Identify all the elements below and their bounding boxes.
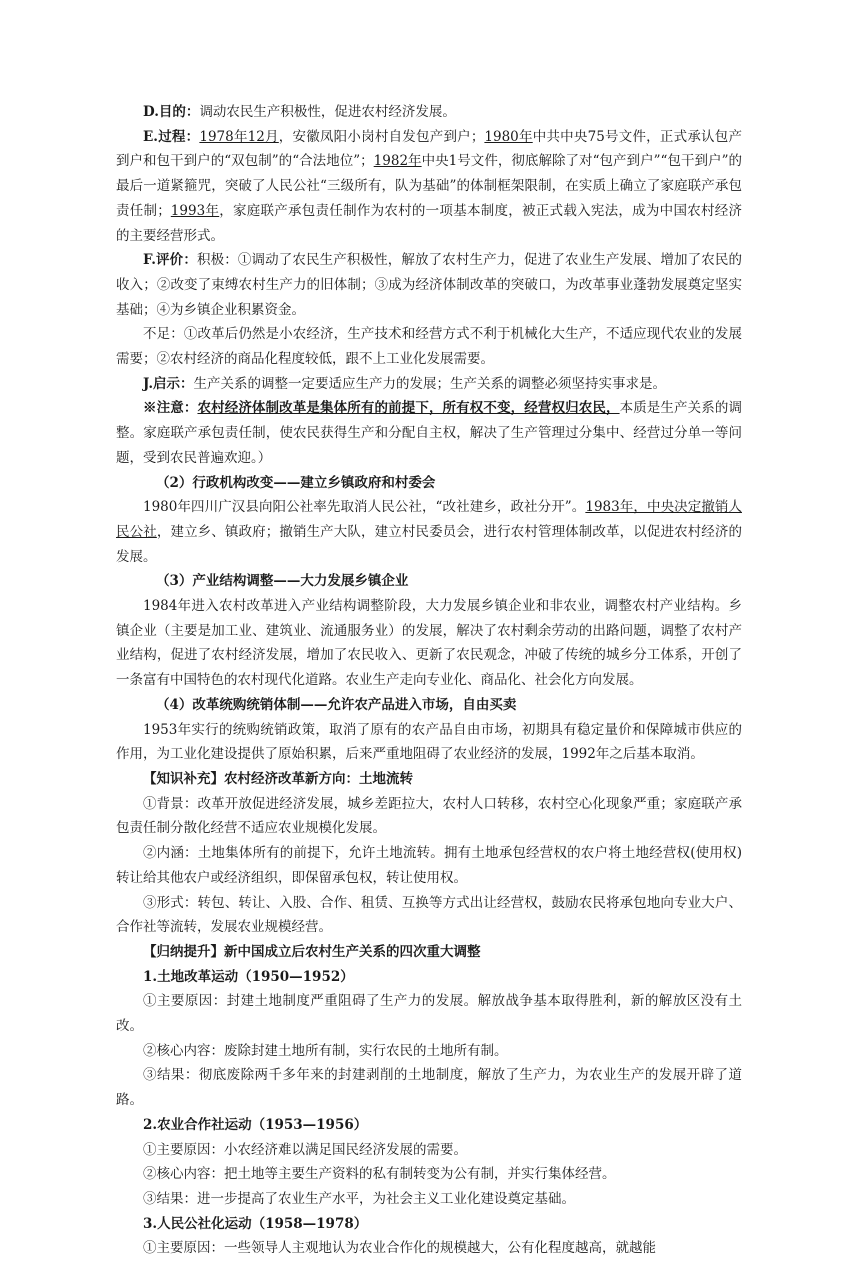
- section-4-paragraph: 1953年实行的统购统销政策，取消了原有的农产品自由市场，初期具有稳定量价和保障城市供应的作用，为工业化建设提供了原始积累，后来严重地阻碍了农业经济的发展，1992年之后基本取消。: [116, 721, 742, 763]
- summary-heading: 【归纳提升】新中国成立后农村生产关系的四次重大调整: [143, 943, 481, 960]
- process-paragraph: [116, 125, 742, 249]
- process-text-2: 中共中央75号文件，正式承认包产到户和包干到户的“双包制”的“合法地位”；: [116, 128, 742, 170]
- process-text-1: ，安徽凤阳小岗村自发包产到户；: [278, 128, 485, 145]
- section-3-paragraph: 1984年进入农村改革进入产业结构调整阶段，大力发展乡镇企业和非农业，调整农村产业结构。乡镇企业（主要是加工业、建筑业、流通服务业）的发展，解决了农村剩余劳动的出路问题，调整了农村产业结构，促进了农村经济发展，增加了农民收入、更新了农民观念，冲破了传统的城乡分工体系，开创了一条富有中国特色的农村现代化道路。农业生产走向专业化、商品化、社会化方向发展。: [116, 598, 742, 689]
- movement-3-title: 3.人民公社化运动（1958—1978）: [143, 1215, 368, 1232]
- date-1982: 1982年: [373, 153, 422, 170]
- movement-1-item: ②核心内容：废除封建土地所有制，实行农民的土地所有制。: [143, 1042, 508, 1059]
- purpose-paragraph: [116, 100, 742, 125]
- section-2-paragraph: [116, 495, 742, 569]
- note-text: 本质是生产关系的调整。家庭联产承包责任制，使农民获得生产和分配自主权，解决了生产管理过分集中、经营过分单一等问题，受到农民普遍欢迎。）: [116, 400, 743, 466]
- note-emphasis: 农村经济体制改革是集体所有的前提下，所有权不变，经营权归农民，: [197, 400, 620, 417]
- process-text-4: ，家庭联产承包责任制作为农村的一项基本制度，被正式载入宪法，成为中国农村经济的主要经营形式。: [116, 202, 743, 244]
- movement-3-item: ①主要原因：一些领导人主观地认为农业合作化的规模越大，公有化程度越高，就越能: [143, 1240, 656, 1257]
- date-1993: 1993年: [170, 202, 220, 219]
- section-4-heading: （4）改革统购统销体制——允许农产品进入市场，自由买卖: [156, 696, 517, 713]
- supplement-item: ③形式：转包、转让、入股、合作、租赁、互换等方式出让经营权，鼓励农民将承包地向专业大户、合作社等流转，发展农业规模经营。: [116, 894, 742, 936]
- movement-1-item: ③结果：彻底废除两千多年来的封建剥削的土地制度，解放了生产力，为农业生产的发展开辟了道路。: [116, 1067, 742, 1109]
- section-2-text-1: 1980年四川广汉县向阳公社率先取消人民公社，“改社建乡，政社分开”。: [143, 499, 586, 516]
- insight-text: 生产关系的调整一定要适应生产力的发展；生产关系的调整必须坚持实事求是。: [193, 375, 667, 392]
- movement-2-item: ②核心内容：把土地等主要生产资料的私有制转变为公有制，并实行集体经营。: [143, 1166, 616, 1183]
- movement-2-title: 2.农业合作社运动（1953—1956）: [143, 1116, 368, 1133]
- supplement-item: ①背景：改革开放促进经济发展，城乡差距拉大，农村人口转移，农村空心化现象严重；家庭联产承包责任制分散化经营不适应农业规模化发展。: [116, 795, 742, 837]
- shortage-paragraph: 不足：①改革后仍然是小农经济，生产技术和经营方式不利于机械化大生产，不适应现代农业的发展需要；②农村经济的商品化程度较低，跟不上工业化发展需要。: [116, 326, 742, 368]
- section-2-text-2: ，建立乡、镇政府；撤销生产大队，建立村民委员会，进行农村管理体制改革，以促进农村经济的发展。: [116, 523, 743, 565]
- supplement-item: ②内涵：土地集体所有的前提下，允许土地流转。拥有土地承包经营权的农户将土地经营权(使用权)转让给其他农户或经济组织，即保留承包权，转让使用权。: [116, 845, 742, 886]
- section-3-heading: （3）产业结构调整——大力发展乡镇企业: [156, 573, 409, 590]
- purpose-label: D.目的：: [143, 104, 200, 120]
- section-2-underline: 1983年，中央决定撤销人民公社: [116, 499, 742, 540]
- evaluation-paragraph: [116, 248, 742, 322]
- section-2-heading: （2）行政机构改变——建立乡镇政府和村委会: [156, 474, 436, 491]
- movement-1-title: 1.土地改革运动（1950—1952）: [143, 968, 354, 985]
- date-1980: 1980年: [484, 128, 533, 145]
- process-text-3: 中央1号文件，彻底解除了对“包产到户”“包干到户”的最后一道紧箍咒，突破了人民公社“三级所有，队为基础”的体制框架限制，在实质上确立了家庭联产承包责任制；: [116, 153, 742, 219]
- insight-label: J.启示：: [143, 375, 194, 392]
- evaluation-label: F.评价：: [143, 252, 197, 269]
- movement-2-item: ③结果：进一步提高了农业生产水平，为社会主义工业化建设奠定基础。: [143, 1190, 575, 1207]
- supplement-heading: 【知识补充】农村经济改革新方向：土地流转: [143, 770, 413, 787]
- document-body: [116, 100, 742, 1261]
- movement-2-item: ①主要原因：小农经济难以满足国民经济发展的需要。: [143, 1141, 467, 1158]
- evaluation-text: 积极：①调动了农民生产积极性，解放了农村生产力，促进了农业生产发展、增加了农民的收入；②改变了束缚农村生产力的旧体制；③成为经济体制改革的突破口，为改革事业蓬勃发展奠定坚实基础；④为乡镇企业积累资金。: [116, 252, 742, 318]
- insight-paragraph: [116, 372, 742, 397]
- movement-1-item: ①主要原因：封建土地制度严重阻碍了生产力的发展。解放战争基本取得胜利，新的解放区没有土改。: [116, 993, 742, 1035]
- date-1978: 1978年12月: [199, 128, 279, 145]
- note-paragraph: [116, 396, 742, 470]
- process-label: E.过程：: [143, 128, 200, 145]
- note-label: ※注意：: [143, 400, 198, 417]
- purpose-text: 调动农民生产积极性，促进农村经济发展。: [199, 104, 456, 120]
